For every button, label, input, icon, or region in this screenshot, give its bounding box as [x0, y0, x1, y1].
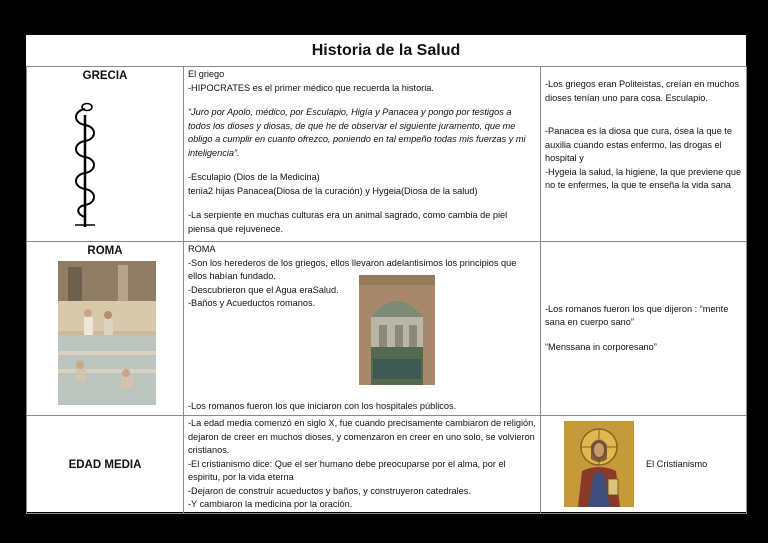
text-line: -Son los herederos de los griegos, ellos llevaron adelantisimos los principios que ellos habían fundado.	[188, 257, 517, 281]
text-line: -Y cambiaron la medicina por la oración.	[188, 499, 353, 509]
note-text: -Los griegos eran Politeistas, creían en muchos dioses tenían uno para cosa. Esculapio.	[545, 79, 740, 103]
text-line: -El cristianismo dice: Que el ser humano debe preocuparse por el alma, por el espiritu, por la vida eterna	[188, 458, 506, 482]
note-text: “Menssana in corporesano”	[545, 341, 657, 352]
notes-cell-grecia	[541, 67, 747, 242]
hippocratic-oath: “Juro por Apolo, médico, por Esculapio, Higía y Panacea y pongo por testigos a todos los dioses y diosas, de que he de observar el siguiente juramento, que me obligo a cumplir en cuanto ofrezco, poniendo en tal empeño todas mis fuerzas y mi inteligencia”.	[188, 107, 526, 158]
roman-aqueduct-photo	[359, 275, 435, 385]
content-cell-roma	[184, 242, 541, 416]
text-line: -Dejaron de construir acueductos y baños, y construyeron catedrales.	[188, 485, 471, 496]
content-cell-edad-media	[184, 416, 541, 514]
text-line: El griego	[188, 69, 225, 79]
notes-cell-roma	[541, 242, 747, 416]
text-line: -La edad media comenzó en siglo X, fue cuando precisamente cambiaron de religión, dejaron de creer en muchos dioses, y comenzaron en creer en uno solo, se volvieron cristianos.	[188, 418, 536, 455]
text-line: -Los romanos fueron los que iniciaron con los hospitales públicos.	[188, 401, 457, 411]
note-text: -Los romanos fueron los que dijeron : “mente sana en cuerpo sano”	[545, 303, 729, 328]
row-label: ROMA	[87, 245, 123, 257]
row-label: EDAD MEDIA	[68, 458, 142, 471]
text-line: -Baños y Acueductos romanos.	[188, 298, 316, 308]
row-label: GRECIA	[82, 70, 128, 82]
document-sheet	[26, 35, 746, 512]
text-line: tenia2 hijas Panacea(Diosa de la curación) y Hygeia(Diosa de la salud)	[188, 185, 478, 196]
text-line: -Descubrieron que el Agua eraSalud.	[188, 284, 339, 295]
text-line: -La serpiente en muchas culturas era un animal sagrado, como cambia de piel piensa que rejuvenece.	[188, 210, 508, 234]
note-text: -Panacea es la diosa que cura, ósea la que te auxilia cuando estas enfermo, las drogas el hospital y	[545, 126, 732, 163]
row-label-cell	[27, 416, 184, 514]
row-label-cell	[27, 242, 184, 416]
content-cell-grecia	[184, 67, 541, 242]
table-row-roma	[27, 242, 747, 416]
row-label-cell	[27, 67, 184, 242]
text-line: -Esculapio (Dios de la Medicina)	[188, 172, 320, 182]
notes-cell-edad-media	[541, 416, 747, 514]
christ-mosaic-image	[564, 421, 634, 507]
rod-of-asclepius-icon	[67, 101, 103, 229]
roman-bath-painting	[58, 261, 156, 405]
text-line: -HIPOCRATES es el primer médico que recuerda la historia.	[188, 82, 434, 93]
table-row-grecia	[27, 67, 747, 242]
note-text: El Cristianismo	[646, 459, 708, 469]
table-row-edad-media	[27, 416, 747, 514]
note-text: -Hygeia la salud, la higiene, la que previene que no te enfermes, la que te enseña la vida sana	[545, 166, 742, 190]
text-line: ROMA	[188, 244, 216, 254]
history-table	[26, 66, 747, 514]
page-title: Historia de la Salud	[311, 42, 461, 59]
